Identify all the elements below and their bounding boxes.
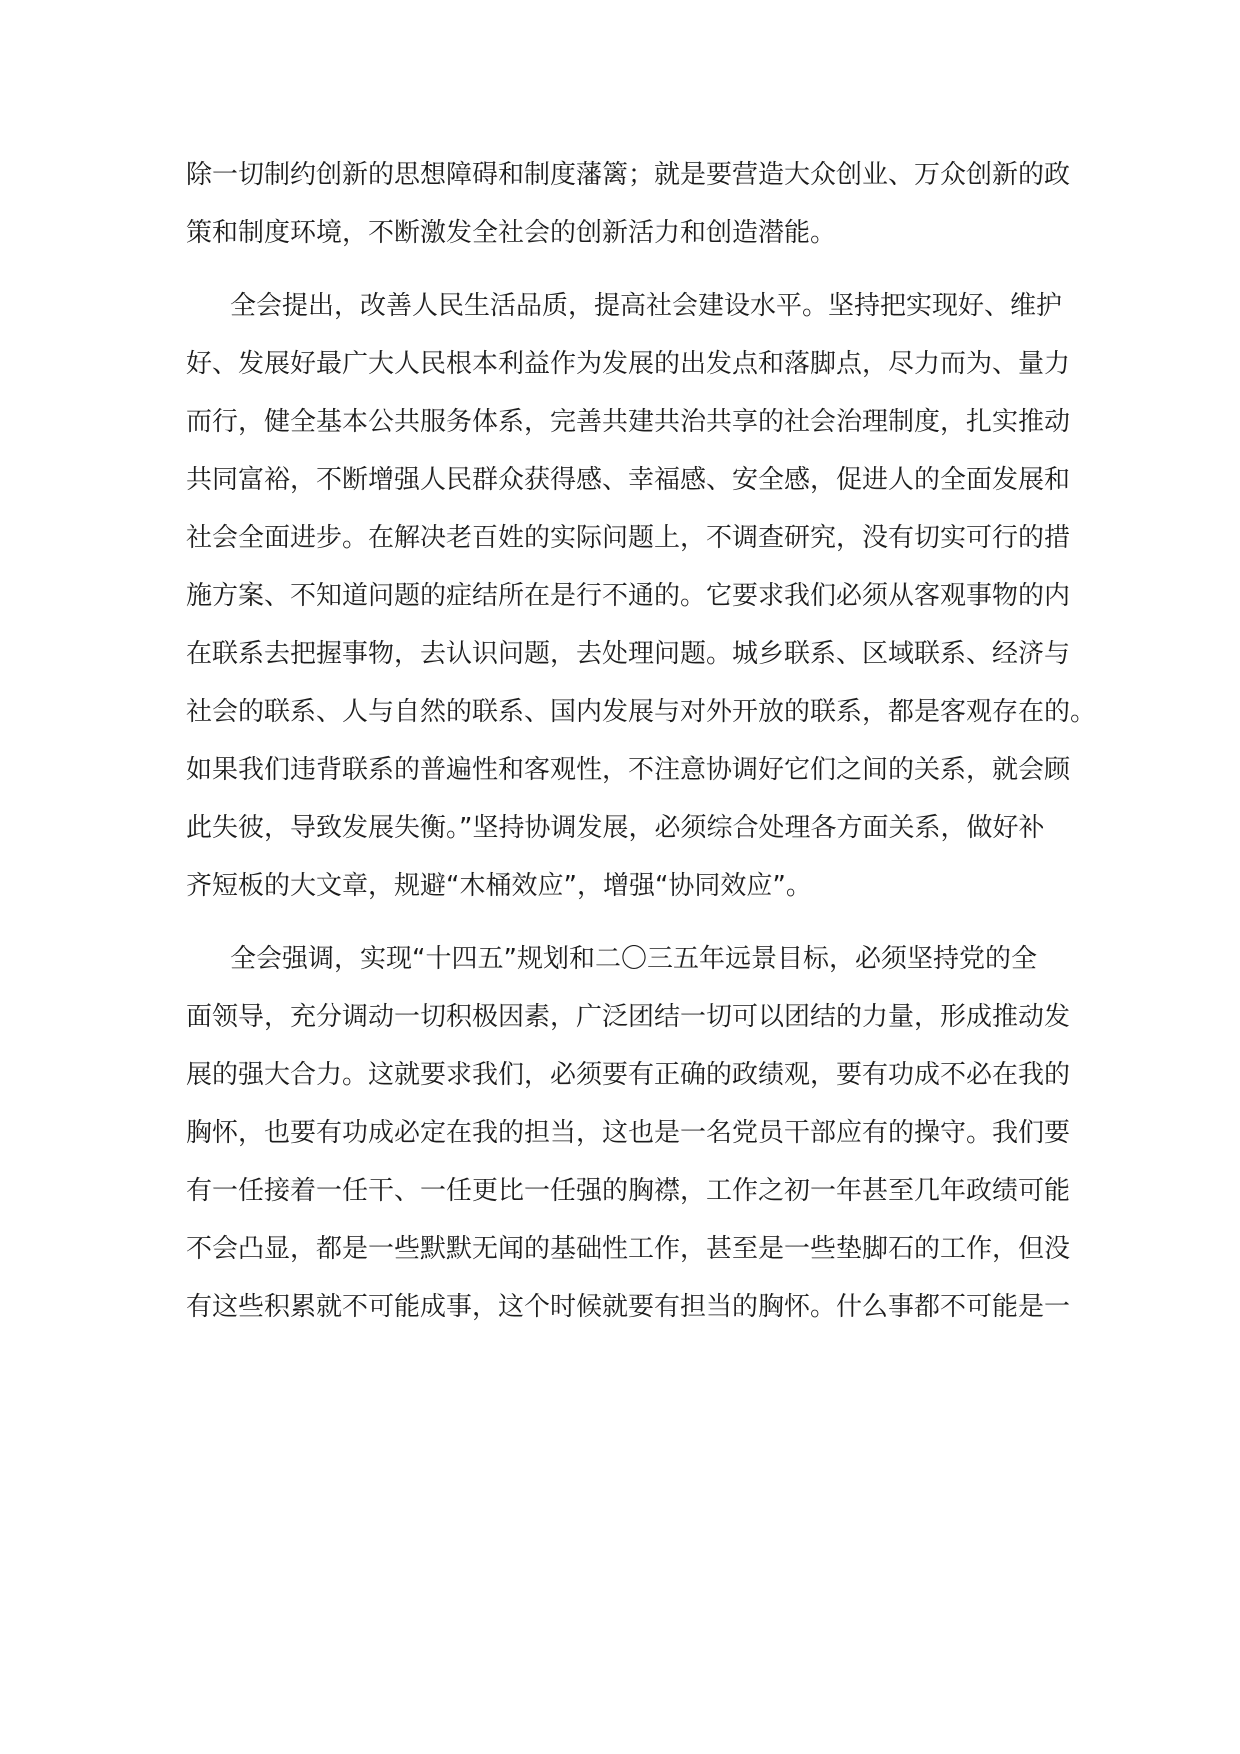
paragraph-2-line-11: 齐短板的大文章，规避“木桶效应”，增强“协同效应”。 (186, 871, 812, 901)
paragraph-1-line-2: 策和制度环境，不断激发全社会的创新活力和创造潜能。 (186, 218, 837, 248)
paragraph-2-line-7: 在联系去把握事物，去认识问题，去处理问题。城乡联系、区域联系、经济与 (186, 639, 1071, 669)
paragraph-3-line-6: 不会凸显，都是一些默默无闻的基础性工作，甚至是一些垫脚石的工作，但没 (186, 1234, 1071, 1264)
paragraph-3-line-4: 胸怀，也要有功成必定在我的担当，这也是一名党员干部应有的操守。我们要 (186, 1118, 1071, 1148)
paragraph-3-line-2: 面领导，充分调动一切积极因素，广泛团结一切可以团结的力量，形成推动发 (186, 1002, 1071, 1032)
paragraph-3-line-7: 有这些积累就不可能成事，这个时候就要有担当的胸怀。什么事都不可能是一 (186, 1292, 1071, 1322)
paragraph-2-line-8: 社会的联系、人与自然的联系、国内发展与对外开放的联系，都是客观存在的。 (186, 697, 1097, 727)
paragraph-2-line-1: 全会提出，改善人民生活品质，提高社会建设水平。坚持把实现好、维护 (230, 291, 1063, 321)
paragraph-2-line-10: 此失彼，导致发展失衡。”坚持协调发展，必须综合处理各方面关系，做好补 (186, 813, 1045, 843)
paragraph-2-line-5: 社会全面进步。在解决老百姓的实际问题上，不调查研究，没有切实可行的措 (186, 523, 1071, 553)
paragraph-2-line-6: 施方案、不知道问题的症结所在是行不通的。它要求我们必须从客观事物的内 (186, 581, 1071, 611)
paragraph-2-line-9: 如果我们违背联系的普遍性和客观性，不注意协调好它们之间的关系，就会顾 (186, 755, 1071, 785)
paragraph-2-line-4: 共同富裕，不断增强人民群众获得感、幸福感、安全感，促进人的全面发展和 (186, 465, 1071, 495)
paragraph-3-line-5: 有一任接着一任干、一任更比一任强的胸襟，工作之初一年甚至几年政绩可能 (186, 1176, 1071, 1206)
paragraph-2-line-3: 而行，健全基本公共服务体系，完善共建共治共享的社会治理制度，扎实推动 (186, 407, 1071, 437)
paragraph-3-line-3: 展的强大合力。这就要求我们，必须要有正确的政绩观，要有功成不必在我的 (186, 1060, 1071, 1090)
paragraph-1-line-1: 除一切制约创新的思想障碍和制度藩篱；就是要营造大众创业、万众创新的政 (186, 160, 1071, 190)
paragraph-2-line-2: 好、发展好最广大人民根本利益作为发展的出发点和落脚点，尽力而为、量力 (186, 349, 1071, 379)
paragraph-3-line-1: 全会强调，实现“十四五”规划和二〇三五年远景目标，必须坚持党的全 (230, 944, 1037, 974)
